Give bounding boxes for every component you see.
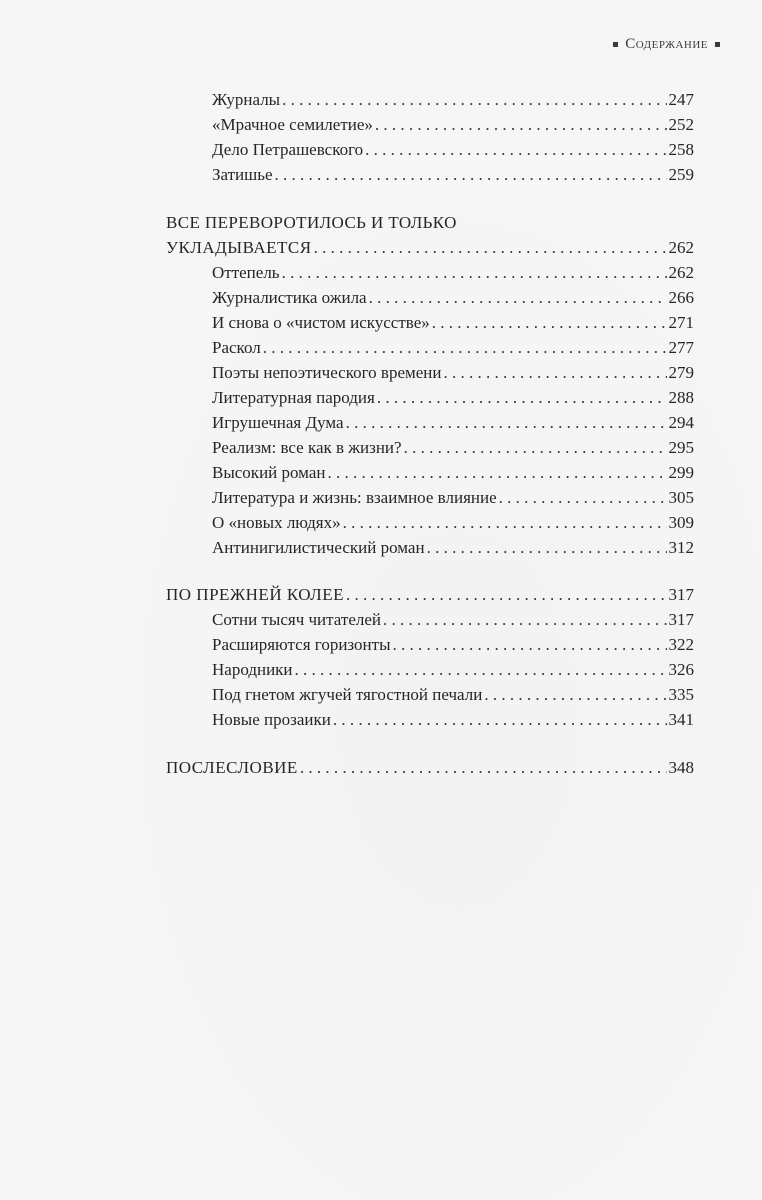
toc-entry-page: 335 [668,685,694,704]
leader-dots [333,710,667,730]
leader-dots [427,538,667,558]
toc-entry-page: 317 [668,610,694,629]
toc-entry-page: 259 [668,165,694,184]
toc-entry [212,288,694,308]
toc-section-entry [166,585,694,605]
toc-entry [212,513,694,533]
leader-dots [346,585,667,605]
toc-entry-page: 247 [668,90,694,109]
toc-entry [212,710,694,730]
toc-entry [212,438,694,458]
leader-dots [499,488,667,508]
toc-entry-title: Расширяются горизонты [212,635,391,654]
toc-entry-page: 348 [668,758,694,777]
toc-entry-title: Высокий роман [212,463,326,482]
toc-entry-page: 295 [668,438,694,457]
toc-entry-title: Затишье [212,165,273,184]
leader-dots [404,438,667,458]
toc-entry [212,165,694,185]
toc-entry-page: 299 [668,463,694,482]
toc-entry-page: 305 [668,488,694,507]
toc-entry [212,538,694,558]
toc-entry-page: 271 [668,313,694,332]
toc-entry-title: Дело Петрашевского [212,140,364,159]
toc-entry [212,263,694,283]
leader-dots [295,660,667,680]
toc-entry [212,115,694,135]
leader-dots [484,685,666,705]
toc-section-entry [166,238,694,258]
toc-entry [212,610,694,630]
toc-entry-page: 266 [668,288,694,307]
toc-entry [212,313,694,333]
toc-entry-title: Новые прозаики [212,710,331,729]
leader-dots [282,263,667,283]
toc-entry-page: 341 [668,710,694,729]
toc-entry-title: Антинигилистический роман [212,538,425,557]
leader-dots [383,610,667,630]
toc-entry-title: Оттепель [212,263,280,282]
leader-dots [263,338,667,358]
toc-section-entry [166,758,694,778]
toc-entry [212,660,694,680]
toc-entry-title: И снова о «чистом искусстве» [212,313,430,332]
toc-entry-page: 312 [668,538,694,557]
toc-entry-page: 277 [668,338,694,357]
toc-entry-title: Раскол [212,338,261,357]
toc-entry-page: 279 [668,363,694,382]
toc-entry [212,413,694,433]
leader-dots [393,635,667,655]
toc-entry-title: «Мрачное семилетие» [212,115,373,134]
toc-entry-page: 288 [668,388,694,407]
leader-dots [343,513,667,533]
toc-entry-page: 309 [668,513,694,532]
leader-dots [275,165,667,185]
leader-dots [300,758,667,778]
toc-entry-title: Народники [212,660,293,679]
toc-entry [212,140,694,160]
toc-entry-title: ПО ПРЕЖНЕЙ КОЛЕЕ [166,585,344,604]
leader-dots [369,288,667,308]
toc-entry-page: 317 [668,585,694,604]
leader-dots [375,115,667,135]
toc-entry-page: 326 [668,660,694,679]
toc-entry-title: Игрушечная Дума [212,413,344,432]
leader-dots [443,363,666,383]
toc-entry-title: Литературная пародия [212,388,375,407]
toc-entry-page: 322 [668,635,694,654]
toc-entry-page: 262 [668,238,694,257]
toc-entry-page: 262 [668,263,694,282]
leader-dots [327,463,666,483]
toc-entry-title: Реализм: все как в жизни? [212,438,402,457]
toc-entry [212,388,694,408]
toc-entry-page: 294 [668,413,694,432]
toc-entry-title: УКЛАДЫВАЕТСЯ [166,238,312,257]
toc-entry-title: Журналы [212,90,281,109]
toc-entry [212,338,694,358]
toc-entry-title: ПОСЛЕСЛОВИЕ [166,758,298,777]
toc-entry-title: Под гнетом жгучей тягостной печали [212,685,483,704]
leader-dots [282,90,666,110]
toc-entry-title: Журналистика ожила [212,288,367,307]
section-heading-line: ВСЕ ПЕРЕВОРОТИЛОСЬ И ТОЛЬКО [166,213,457,232]
toc-entry [212,635,694,655]
toc-entry [212,488,694,508]
toc-entry [212,90,694,110]
toc-entry-title: Поэты непоэтического времени [212,363,442,382]
leader-dots [377,388,667,408]
toc-entry [212,363,694,383]
toc-entry-title: О «новых людях» [212,513,341,532]
leader-dots [314,238,667,258]
toc-entry-page: 252 [668,115,694,134]
toc-entry [212,463,694,483]
running-head-text: Содержание [625,36,708,52]
leader-dots [346,413,667,433]
toc-entry-title: Сотни тысяч читателей [212,610,381,629]
leader-dots [432,313,667,333]
toc-entry-title: Литература и жизнь: взаимное влияние [212,488,497,507]
leader-dots [365,140,666,160]
toc-entry-page: 258 [668,140,694,159]
toc-entry [212,685,694,705]
